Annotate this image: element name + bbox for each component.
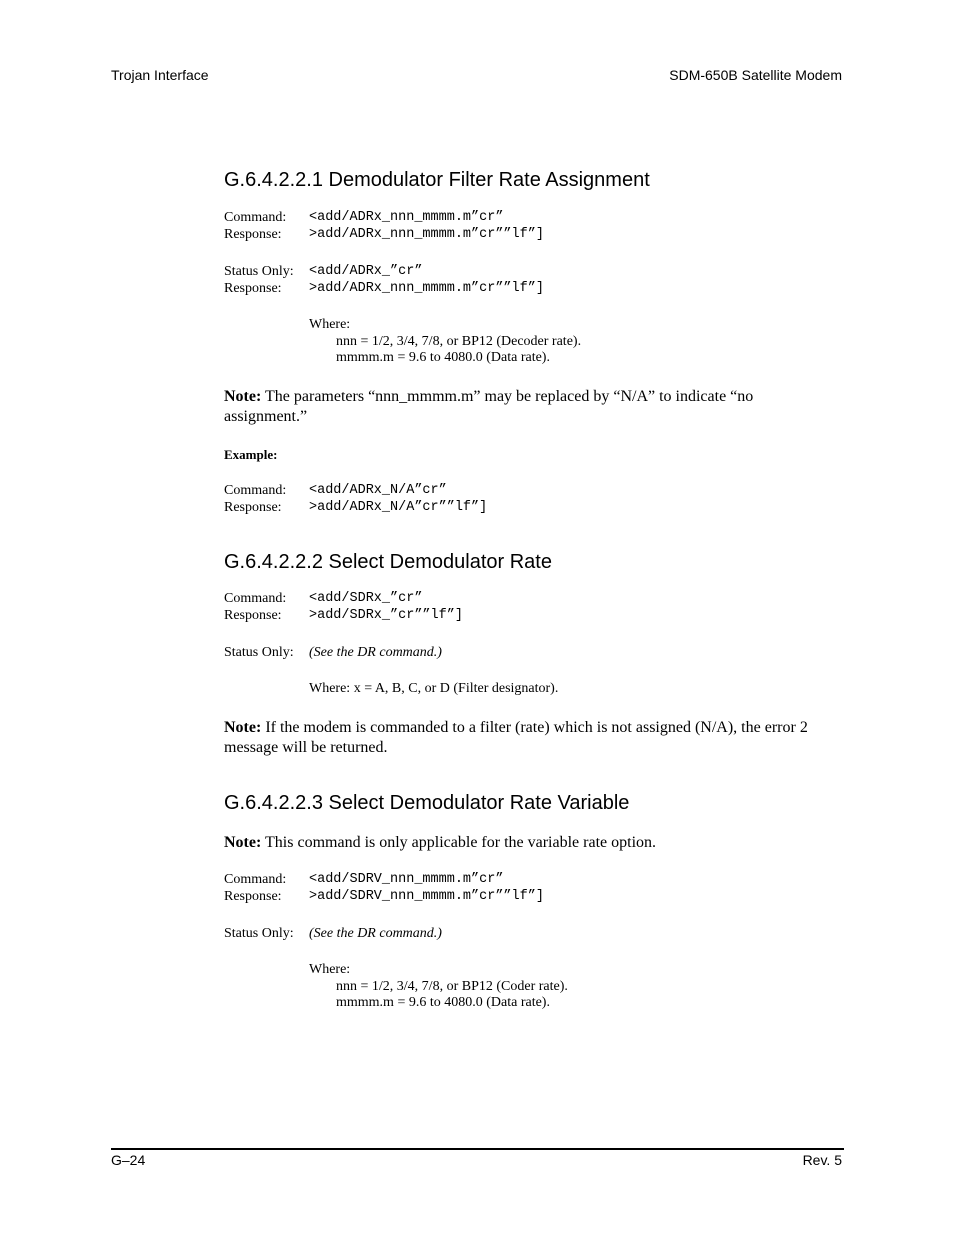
note-paragraph [224, 833, 839, 853]
status-only-reference: (See the DR command.) [309, 926, 442, 941]
revision-label: Rev. 5 [802, 1152, 842, 1168]
note-text: This command is only applicable for the variable rate option. [261, 834, 657, 851]
note-text: If the modem is commanded to a filter (rate) which is not assigned (N/A), the error 2 message will be returned. [224, 719, 808, 756]
command-label: Command: [224, 210, 287, 225]
note-text: The parameters “nnn_mmmm.m” may be replaced by “N/A” to indicate “no assignment.” [224, 388, 754, 425]
command-syntax: <add/SDRV_nnn_mmmm.m”cr” [309, 872, 504, 887]
status-only-label: Status Only: [224, 645, 294, 660]
where-definition: Where: x = A, B, C, or D (Filter designator). [309, 681, 559, 696]
page-number: G–24 [111, 1152, 146, 1168]
note-paragraph [224, 387, 839, 427]
command-syntax: <add/ADRx_nnn_mmmm.m”cr” [309, 210, 504, 225]
note-label: Note: [224, 388, 262, 405]
response-label: Response: [224, 227, 282, 242]
response-label: Response: [224, 281, 282, 296]
response-label: Response: [224, 608, 282, 623]
status-only-label: Status Only: [224, 926, 294, 941]
command-label: Command: [224, 872, 287, 887]
response-syntax: >add/ADRx_nnn_mmmm.m”cr””lf”] [309, 227, 544, 242]
where-definition: mmmm.m = 9.6 to 4080.0 (Data rate). [336, 995, 550, 1010]
note-label: Note: [224, 719, 262, 736]
where-label: Where: [309, 317, 351, 332]
command-syntax: <add/ADRx_N/A”cr” [309, 483, 447, 498]
section-heading-select-demodulator-rate-variable: G.6.4.2.2.3 Select Demodulator Rate Variable [224, 792, 630, 814]
example-label: Example: [224, 447, 278, 462]
note-label: Note: [224, 834, 262, 851]
command-label: Command: [224, 591, 287, 606]
response-label: Response: [224, 500, 282, 515]
command-syntax: <add/SDRx_”cr” [309, 591, 423, 606]
note-paragraph [224, 718, 839, 758]
response-syntax: >add/SDRx_”cr””lf”] [309, 608, 463, 623]
section-heading-filter-rate-assignment: G.6.4.2.2.1 Demodulator Filter Rate Assignment [224, 169, 650, 191]
where-label: Where: [309, 962, 351, 977]
status-only-syntax: <add/ADRx_”cr” [309, 264, 423, 279]
where-definition: nnn = 1/2, 3/4, 7/8, or BP12 (Decoder rate). [336, 334, 582, 349]
response-syntax: >add/ADRx_N/A”cr””lf”] [309, 500, 488, 515]
status-only-reference: (See the DR command.) [309, 645, 442, 660]
response-label: Response: [224, 889, 282, 904]
footer-rule [111, 1148, 844, 1150]
command-label: Command: [224, 483, 287, 498]
status-only-label: Status Only: [224, 264, 294, 279]
where-definition: nnn = 1/2, 3/4, 7/8, or BP12 (Coder rate). [336, 979, 568, 994]
running-header-left: Trojan Interface [111, 67, 209, 83]
response-syntax: >add/SDRV_nnn_mmmm.m”cr””lf”] [309, 889, 544, 904]
section-heading-select-demodulator-rate: G.6.4.2.2.2 Select Demodulator Rate [224, 551, 552, 573]
response-syntax: >add/ADRx_nnn_mmmm.m”cr””lf”] [309, 281, 544, 296]
running-header-right: SDM-650B Satellite Modem [669, 67, 842, 83]
where-definition: mmmm.m = 9.6 to 4080.0 (Data rate). [336, 350, 550, 365]
